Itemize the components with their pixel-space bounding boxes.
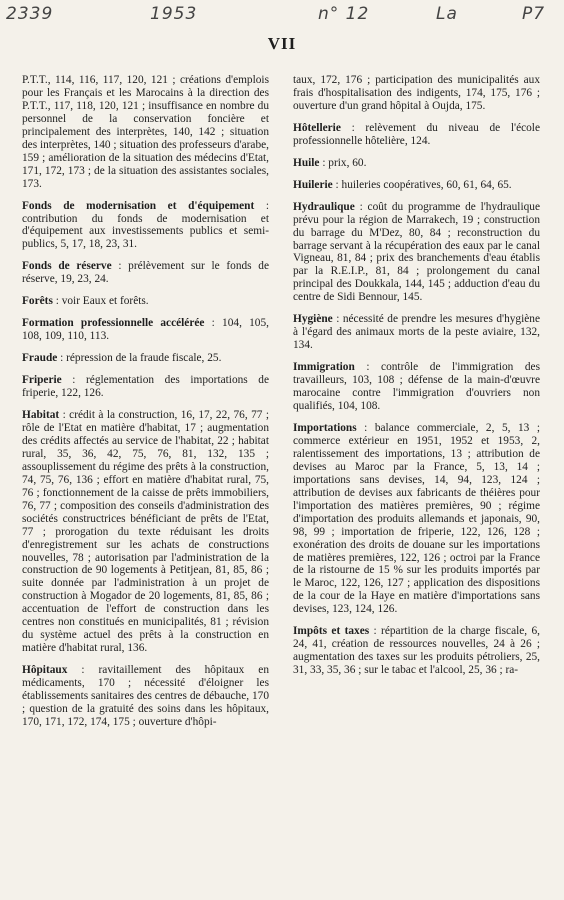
handwritten-number: 2339 <box>6 4 54 24</box>
index-text: : ravitaillement des hôpitaux en médicaments, 170 ; nécessité d'éloigner les établissements sanitaires des centres de débauche, 170 ; question de la gratuité des soins dans les hôpitaux, 170, 171, 172, 174, 175 ; ouverture d'hôpi- <box>22 664 269 728</box>
index-entry <box>293 157 540 170</box>
index-term: Importations <box>293 421 357 434</box>
handwritten-code: P7 <box>522 4 546 24</box>
index-entry <box>22 260 269 286</box>
index-term: Fonds de réserve <box>22 260 112 273</box>
index-column-left <box>22 74 269 738</box>
index-column-right <box>293 74 540 686</box>
index-entry <box>293 361 540 413</box>
index-entry <box>22 352 269 365</box>
index-text: : contrôle de l'immigration des travailleurs, 103, 108 ; défense de la main-d'œuvre marocaine contre l'immigration d'ouvriers non qualifiés, 104, 108. <box>293 361 540 413</box>
index-text: : voir Eaux et forêts. <box>52 295 149 308</box>
index-text: : contribution du fonds de modernisation et d'équipement aux investissements publics et semi-publics, 5, 17, 18, 23, 31. <box>22 199 269 251</box>
index-term: Friperie <box>22 374 62 387</box>
index-text: : répartition de la charge fiscale, 6, 24, 41, création de ressources nouvelles, 24 à 26 ; augmentation des taxes sur les produits pétroliers, 25, 31, 33, 35, 36 ; sur le tabac et l'alcool, 25, 36 ; ra- <box>293 625 541 677</box>
index-term: Hôpitaux <box>22 664 68 677</box>
index-text: : relèvement du niveau de l'école professionnelle hôtelière, 124. <box>293 121 540 147</box>
index-text: : balance commerciale, 2, 5, 13 ; commerce extérieur en 1951, 1952 et 1953, 2, ralentissement des importations, 13 ; attribution de devises au Maroc par la France, 5, 13, 14 ; importations sans devises, 14, 94, 123, 124 ; attribution de devises aux fabricants de théières pour l'importation des matières premières, 90 ; régime d'importation des produits allemands et japonais, 90, 98, 99 ; importation de friperie, 122, 126, 128 ; exonération des droits de douane sur les importations de matières premières, 122, 126 ; octroi par la France de la ristourne de 15 % sur les produits importés par le Maroc, 122, 126, 127 ; application des dispositions de la cour de la Haye en matière d'importations sans devises, 123, 124, 126. <box>293 421 540 616</box>
handwritten-issue: n° 12 <box>318 4 370 24</box>
index-term: Huilerie <box>293 178 333 191</box>
index-entry: taux, 172, 176 ; participation des municipalités aux frais d'hospitalisation des indigents, 174, 175, 176 ; ouverture d'un grand hôpital à Oujda, 175. <box>293 74 540 112</box>
index-text: : 104, 105, 108, 109, 110, 113. <box>22 317 269 343</box>
index-term: Huile <box>293 156 320 169</box>
index-text: : réglementation des importations de friperie, 122, 126. <box>22 374 269 400</box>
index-entry <box>293 313 540 352</box>
index-entry <box>22 409 269 655</box>
index-entry <box>293 625 540 677</box>
index-entry <box>22 295 269 308</box>
index-term: Impôts et taxes <box>293 625 370 638</box>
page-number: VII <box>267 34 297 53</box>
index-entry <box>22 317 269 343</box>
index-entry: P.T.T., 114, 116, 117, 120, 121 ; créations d'emplois pour les Français et les Marocains à la direction des P.T.T., 117, 118, 120, 121 ; insuffisance en nombre du personnel de la conservation foncière et principalement des interprètes, 140, 142 ; situation des interprètes, 140 ; situation des professeurs d'arabe, 159 ; amélioration de la situation des médecins d'Etat, 171, 172, 173 ; de la situation des assistantes sociales, 173. <box>22 74 269 190</box>
index-text: : crédit à la construction, 16, 17, 22, 76, 77 ; rôle de l'Etat en matière d'habitat, 17 ; augmentation des crédits affectés au service de l'habitat, 22 ; habitat rural, 35, 36, 42, 75, 76, 81, 132, 135 ; assouplissement du régime des prêts à la construction, 74, 75, 76, 136 ; effort en matière d'habitat rural, 75, 76 ; fonctionnement de la caisse de prêts immobiliers, 76, 77 ; composition des conseils d'administration des sociétés constructrices bénéficiant de prêts de l'Etat, 77 ; prorogation du texte réduisant les droits d'enregistrement sur les achats de constructions nouvelles, 78 ; autorisation par l'administration de la construction de 90 logements à Petitjean, 81, 85, 86 ; suite donnée par l'administration à un projet de construction à Mogador de 20 logements, 81, 85, 86 ; accentuation de l'effort de construction dans les centres non constitués en municipalités, 81 ; révision du système actuel des prêts à la construction en matière d'habitat rural, 136. <box>22 409 269 655</box>
index-entry <box>22 374 269 400</box>
index-text: : répression de la fraude fiscale, 25. <box>57 352 222 365</box>
index-entry <box>22 664 269 729</box>
index-entry <box>22 200 269 252</box>
index-term: Habitat <box>22 409 60 422</box>
index-text: : nécessité de prendre les mesures d'hygiène à l'égard des animaux morts de la peste aviaire, 132, 134. <box>293 313 540 352</box>
index-term: Fonds de modernisation et d'équipement <box>22 199 255 212</box>
index-text: : prélèvement sur le fonds de réserve, 19, 23, 24. <box>22 260 269 286</box>
index-term: Forêts <box>22 295 53 308</box>
index-term: Formation professionnelle accélérée <box>22 317 205 330</box>
handwritten-year: 1953 <box>150 4 198 24</box>
index-text: : coût du programme de l'hydraulique prévu pour la région de Marrakech, 19 ; construction du barrage du M'Dez, 80, 84 ; reconstruction du barrage servant à la récupération des eaux par le canal Vigneau, 81, 84 ; prix des branchements d'eau établis par la R.E.I.P., 81, 84 ; prolongement du canal principal des Doukkala, 144, 145 ; adduction d'eau du centre de Sidi Bennour, 145. <box>293 200 540 304</box>
handwritten-note: La <box>436 4 458 24</box>
index-term: Hydraulique <box>293 200 355 213</box>
index-entry <box>293 201 540 305</box>
index-term: Fraude <box>22 352 58 365</box>
index-term: Hôtellerie <box>293 121 341 134</box>
index-term: Hygiène <box>293 313 333 326</box>
index-term: Immigration <box>293 361 355 374</box>
index-entry <box>293 179 540 192</box>
index-entry <box>293 422 540 616</box>
index-text: : prix, 60. <box>319 156 367 169</box>
index-text: : huileries coopératives, 60, 61, 64, 65. <box>332 178 512 191</box>
index-entry <box>293 122 540 148</box>
